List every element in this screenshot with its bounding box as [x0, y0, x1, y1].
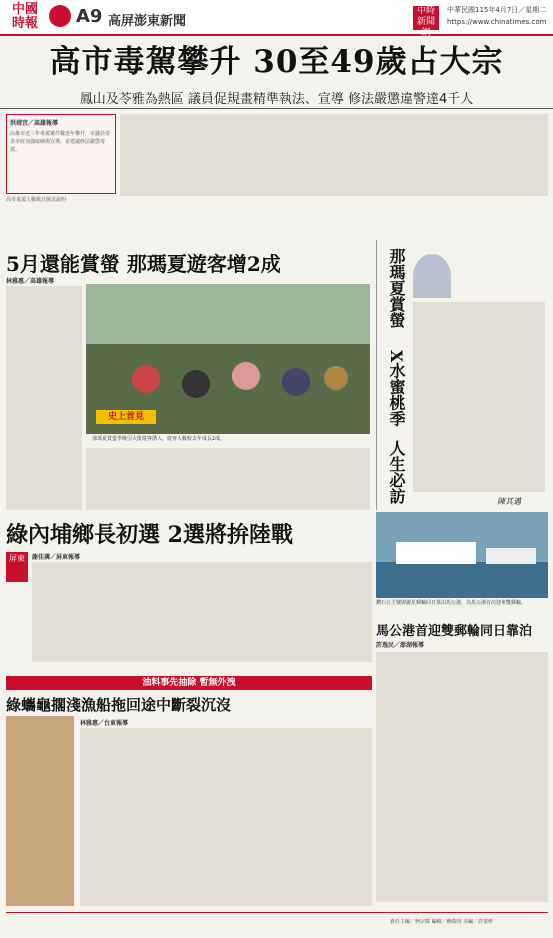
story2-body-columns	[86, 448, 370, 510]
emblem-icon	[49, 5, 71, 27]
lead-subheadline: 鳳山及苓雅為熱區 議員促規畫精準執法、宣導 修法嚴懲違警達4千人	[79, 92, 474, 107]
lead-stat-note: 高市毒駕人數統計圖表說明	[6, 197, 67, 203]
cruise-ship-illustration	[376, 512, 548, 598]
logo-line2: 時報	[11, 16, 38, 31]
footer-credits: 責任主編／柯宗緯 編輯／賴瑞玥 美編／許蒙軒	[390, 919, 494, 925]
story5-banner: 油料事先抽除 暫無外洩	[6, 676, 372, 690]
story4-byline: 許逸民／澎湖報導	[376, 642, 425, 649]
story4-headline: 馬公港首迎雙郵輪同日靠泊	[376, 624, 533, 639]
story2-photo-caption: 那瑪夏賞螢季吸引大批遊客湧入，遊客人數較去年成長2成。	[92, 436, 226, 442]
section-name: 高屏澎東新聞	[108, 14, 187, 29]
story3-body-text	[32, 562, 372, 662]
lead-byline: 洪靖宜／高雄報導	[10, 120, 59, 127]
divider	[0, 108, 553, 109]
story2-byline: 林雅惠／高雄報導	[6, 278, 55, 285]
story4-photo	[376, 512, 548, 598]
story2-photo	[86, 284, 370, 434]
lead-body-text	[120, 114, 548, 196]
brand-logo: 中時新聞網	[413, 6, 439, 30]
column-title-2: X水蜜桃季	[387, 350, 406, 427]
story3-tag: 屏東	[6, 552, 28, 582]
lead-summary-box	[6, 114, 116, 194]
story2-body-text	[6, 286, 82, 510]
column-section	[376, 240, 549, 510]
story5-byline: 林雅惠／台東報導	[80, 720, 129, 727]
dateline: 中華民國115年4月7日／星期二	[447, 6, 547, 14]
story5-headline: 綠蠵龜擱淺漁船拖回途中斷裂沉沒	[6, 696, 232, 714]
story5-body-text	[80, 728, 372, 906]
newspaper-logo	[6, 3, 44, 31]
author-portrait	[413, 254, 451, 298]
lead-headline: 高市毒駕攀升 30至49歲占大宗	[49, 44, 504, 80]
column-title-3: 人生必訪	[387, 440, 406, 504]
story4-body-text	[376, 652, 548, 902]
story4-photo-caption: 鑽石公主號與麗星郵輪同日靠泊馬公港，為馬公港首次迎來雙郵輪。	[376, 600, 527, 606]
story2-headline: 5月還能賞螢 那瑪夏遊客增2成	[6, 252, 281, 276]
masthead	[0, 0, 553, 36]
story3-byline: 謝佳潾／屏東報導	[32, 554, 81, 561]
column-title-1: 那瑪夏賞螢	[387, 248, 406, 328]
story2-tag: 史上首見	[96, 410, 156, 424]
page-number: A9	[76, 6, 103, 27]
logo-line1: 中國	[11, 2, 38, 17]
story5-photo	[6, 716, 74, 906]
lead-summary: 高雄市近三年毒駕案件數逐年攀升，市議員要求市府加強取締與宣導，並建議修法嚴懲毒駕。	[10, 131, 111, 153]
column-body-text	[413, 302, 545, 492]
author-signature: 陳其邁	[497, 497, 521, 506]
story3-headline: 綠內埔鄉長初選 2選將拚陸戰	[6, 522, 293, 548]
footer-rule	[6, 912, 548, 913]
site-url: https://www.chinatimes.com	[447, 18, 547, 26]
